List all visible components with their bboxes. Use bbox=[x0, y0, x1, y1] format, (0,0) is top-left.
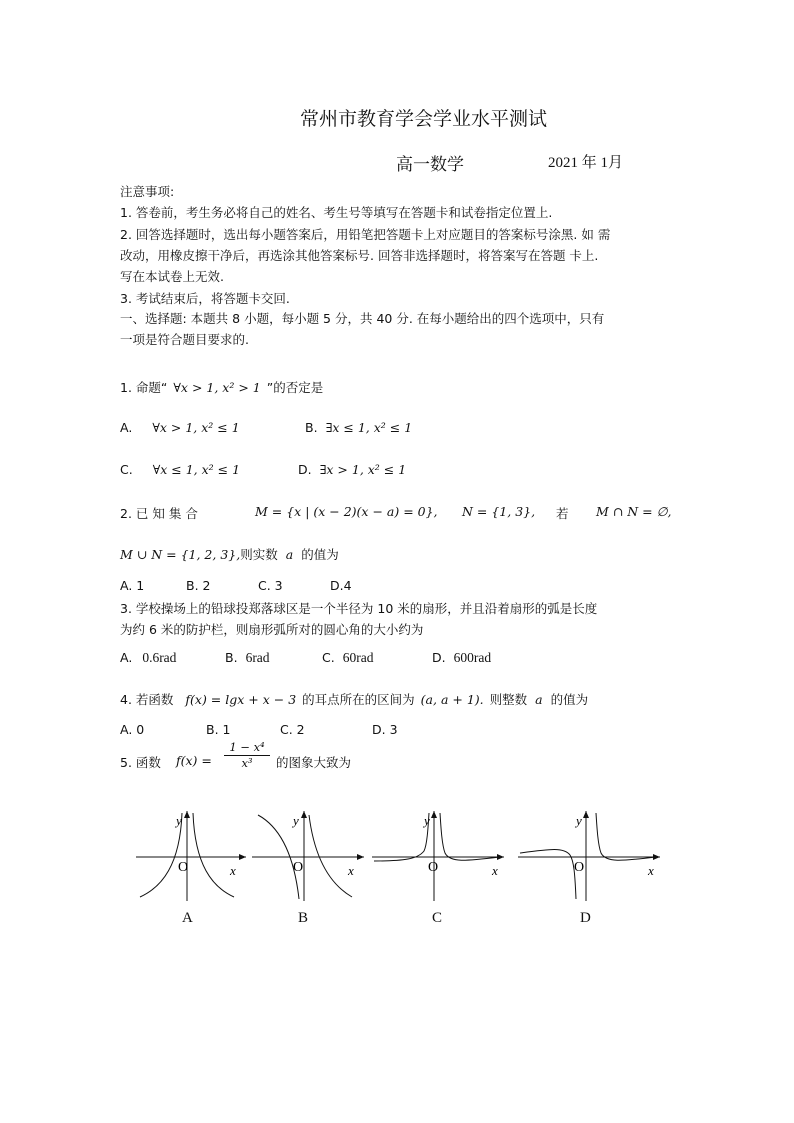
q1-suffix: ”的否定是 bbox=[266, 380, 324, 395]
section-heading-line2: 一项是符合题目要求的. bbox=[120, 332, 249, 347]
x-label: x bbox=[648, 863, 654, 878]
graph-a bbox=[132, 805, 250, 905]
x-arrow bbox=[357, 854, 364, 860]
q1-proposition: ∀x > 1, x² > 1 bbox=[173, 380, 261, 395]
notice-item-2-line3: 写在本试卷上无效. bbox=[120, 269, 224, 284]
notice-item-1: 1. 答卷前，考生务必将自己的姓名、考生号等填写在答题卡和试卷指定位置上. bbox=[120, 205, 553, 220]
q1-a-label: A. bbox=[120, 420, 133, 435]
x-label: x bbox=[348, 863, 354, 878]
q2-if: 若 bbox=[556, 506, 569, 521]
q1-d-label: D. bbox=[298, 462, 312, 477]
graph-c bbox=[368, 805, 508, 905]
graph-c-label: C bbox=[432, 910, 443, 926]
q3-stem-line1: 3. 学校操场上的铅球投郑落球区是一个半径为 10 米的扇形，并且沿着扇形的弧是长度 bbox=[120, 601, 598, 616]
graph-d bbox=[514, 805, 664, 905]
x-label: x bbox=[492, 863, 498, 878]
curve-left bbox=[374, 813, 429, 861]
section-heading-line1: 一、选择题: 本题共 8 小题，每小题 5 分，共 40 分. 在每小题给出的四个选项中，只有 bbox=[120, 311, 605, 326]
y-label: y bbox=[293, 813, 299, 828]
q3-option-c bbox=[322, 650, 373, 666]
q1-option-a bbox=[120, 420, 240, 435]
q1-c-text: ∀x ≤ 1, x² ≤ 1 bbox=[152, 462, 241, 477]
x-label: x bbox=[230, 863, 236, 878]
graph-a-label: A bbox=[182, 910, 193, 926]
q4-tail2: 的值为 bbox=[550, 692, 589, 707]
q2-option-b: B. 2 bbox=[186, 578, 211, 593]
notice-item-2-line1: 2. 回答选择题时，选出每小题答案后，用铅笔把答题卡上对应题目的答案标号涂黑. 如 需 bbox=[120, 227, 611, 242]
q2-set-n: N = {1, 3}, bbox=[462, 504, 536, 519]
curve-right bbox=[596, 813, 656, 860]
q4-option-c: C. 2 bbox=[280, 722, 305, 737]
curve-right bbox=[440, 813, 500, 860]
q2-var: a bbox=[285, 547, 294, 562]
graph-b bbox=[248, 805, 368, 905]
exam-date: 2021 年 1月 bbox=[548, 155, 624, 171]
q5-lhs: f(x) = bbox=[176, 753, 212, 768]
q1-prefix: 1. 命题“ bbox=[120, 380, 168, 395]
q5-fraction bbox=[224, 740, 270, 770]
q4-prefix: 4. 若函数 bbox=[120, 692, 174, 707]
curve-right bbox=[193, 813, 234, 897]
graph-b-label: B bbox=[298, 910, 309, 926]
question-1-stem bbox=[120, 378, 323, 396]
q3-a-label: A. bbox=[120, 650, 133, 665]
q4-interval: (a, a + 1). bbox=[420, 692, 484, 707]
q5-denominator: x³ bbox=[224, 755, 270, 770]
q3-d-label: D. bbox=[432, 650, 446, 665]
origin-label: O bbox=[178, 860, 189, 875]
notice-item-3: 3. 考试结束后，将答题卡交回. bbox=[120, 291, 290, 306]
q2-union: M ∪ N = {1, 2, 3}, bbox=[120, 547, 241, 562]
subject-title: 高一数学 bbox=[396, 155, 464, 175]
q3-a-text: 0.6rad bbox=[142, 650, 177, 665]
q4-option-a: A. 0 bbox=[120, 722, 145, 737]
q4-function: f(x) = lgx + x − 3 bbox=[185, 692, 297, 707]
q3-option-d bbox=[432, 650, 491, 666]
q2-intersection: M ∩ N = ∅, bbox=[596, 504, 672, 519]
page-title: 常州市教育学会学业水平测试 bbox=[300, 108, 548, 130]
q1-a-text: ∀x > 1, x² ≤ 1 bbox=[152, 420, 240, 435]
q3-c-label: C. bbox=[322, 650, 335, 665]
curve-right bbox=[309, 815, 352, 897]
q1-c-label: C. bbox=[120, 462, 133, 477]
q5-numerator: 1 − x⁴ bbox=[229, 740, 265, 754]
q3-option-b bbox=[225, 650, 270, 666]
q2-set-m: M = {x | (x − 2)(x − a) = 0}, bbox=[255, 504, 438, 519]
graph-d-label: D bbox=[580, 910, 591, 926]
q3-b-text: 6rad bbox=[245, 650, 270, 665]
q3-b-label: B. bbox=[225, 650, 238, 665]
q2-prefix: 2. 已 知 集 合 bbox=[120, 506, 198, 521]
q5-suffix: 的图象大致为 bbox=[276, 755, 352, 770]
q2-stem-line2 bbox=[120, 545, 339, 563]
y-label: y bbox=[176, 813, 182, 828]
q2-option-c: C. 3 bbox=[258, 578, 283, 593]
q2-tail: 则实数 bbox=[240, 547, 278, 562]
q1-b-label: B. bbox=[305, 420, 318, 435]
q3-stem-line2: 为约 6 米的防护栏，则扇形弧所对的圆心角的大小约为 bbox=[120, 622, 424, 637]
question-4-stem bbox=[120, 690, 588, 708]
x-arrow bbox=[239, 854, 246, 860]
q4-var: a bbox=[535, 692, 543, 707]
origin-label: O bbox=[293, 860, 304, 875]
q3-option-a bbox=[120, 650, 176, 666]
q1-b-text: ∃x ≤ 1, x² ≤ 1 bbox=[325, 420, 413, 435]
y-arrow bbox=[583, 811, 589, 818]
origin-label: O bbox=[574, 860, 585, 875]
origin-label: O bbox=[428, 860, 439, 875]
q3-c-text: 60rad bbox=[342, 650, 374, 665]
y-arrow bbox=[431, 811, 437, 818]
q5-prefix: 5. 函数 bbox=[120, 755, 161, 770]
q3-d-text: 600rad bbox=[453, 650, 492, 665]
q2-option-d: D.4 bbox=[330, 578, 352, 593]
q2-option-a: A. 1 bbox=[120, 578, 145, 593]
q2-tail2: 的值为 bbox=[301, 547, 339, 562]
y-label: y bbox=[424, 813, 430, 828]
y-label: y bbox=[576, 813, 582, 828]
q4-option-b: B. 1 bbox=[206, 722, 231, 737]
notice-heading: 注意事项: bbox=[120, 184, 175, 199]
q1-option-d bbox=[298, 462, 406, 477]
q1-d-text: ∃x > 1, x² ≤ 1 bbox=[319, 462, 407, 477]
notice-item-2-line2: 改动，用橡皮擦干净后，再选涂其他答案标号. 回答非选择题时，将答案写在答题 卡上. bbox=[120, 248, 599, 263]
q4-mid: 的耳点所在的区间为 bbox=[302, 692, 415, 707]
q1-option-b bbox=[305, 420, 412, 435]
y-arrow bbox=[184, 811, 190, 818]
q4-tail: 则整数 bbox=[489, 692, 528, 707]
q4-option-d: D. 3 bbox=[372, 722, 398, 737]
q1-option-c bbox=[120, 462, 240, 477]
y-arrow bbox=[301, 811, 307, 818]
